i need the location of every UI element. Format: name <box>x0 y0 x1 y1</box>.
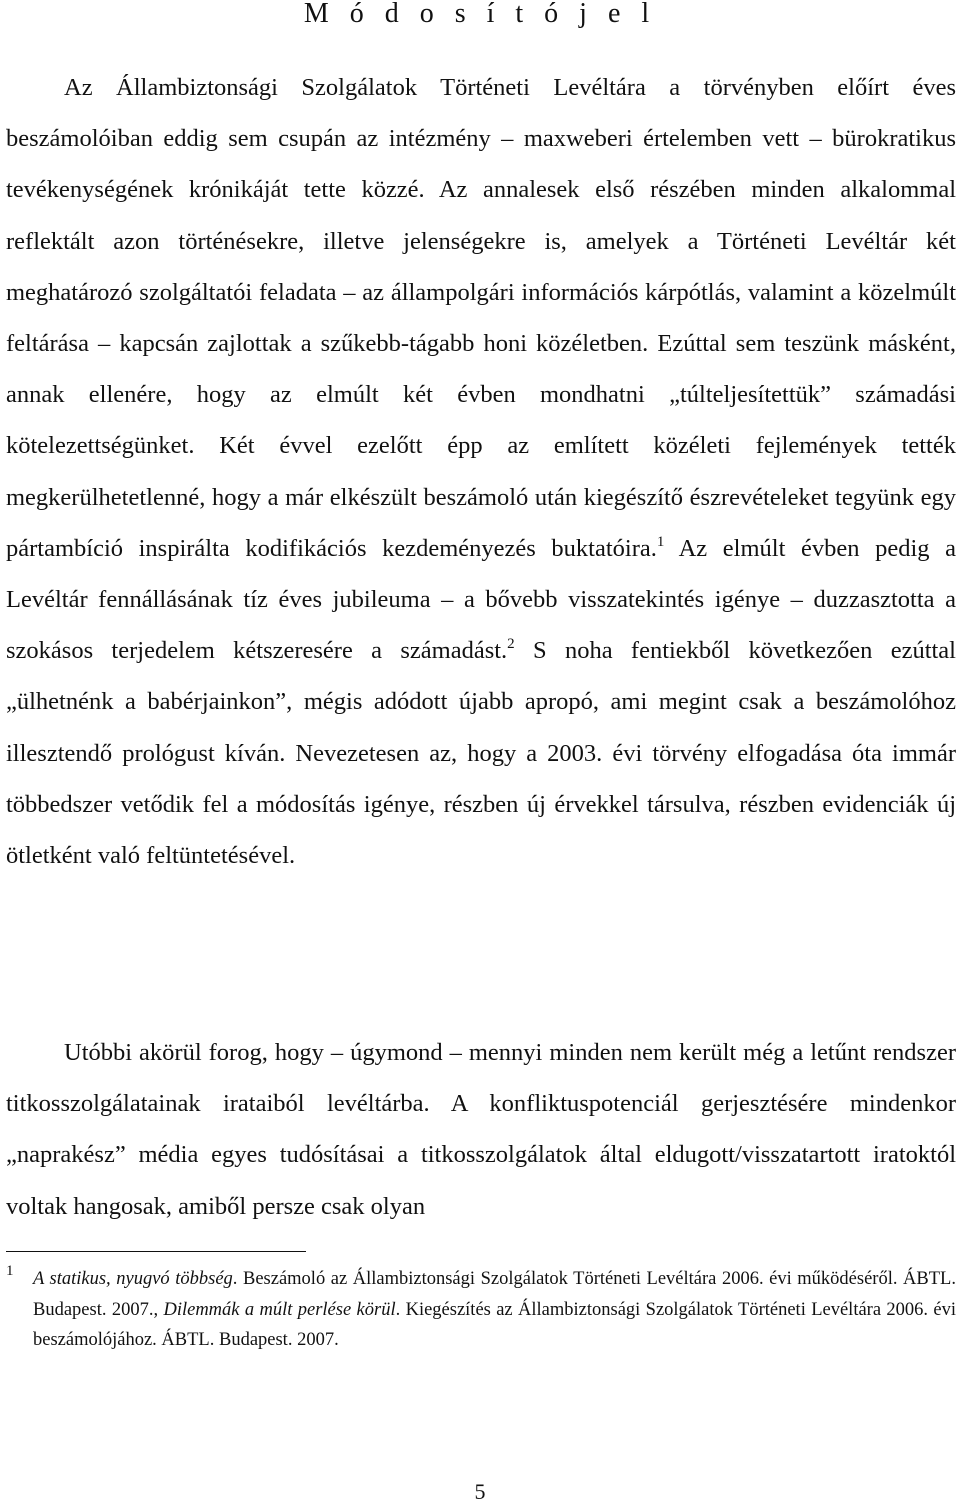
footnote-ref-1[interactable]: 1 <box>656 533 665 550</box>
footnote-title-1: A statikus, nyugvó többség <box>33 1269 233 1289</box>
page-title: M ó d o s í t ó j e l <box>303 0 657 29</box>
body-paragraph-2 <box>6 1027 956 1232</box>
footnotes <box>6 1264 956 1356</box>
footnote-number: 1 <box>6 1263 14 1279</box>
body-paragraph-1 <box>6 62 956 881</box>
footnote-text-2: . Kiegészítés az Állambiztonsági Szolgálatok Történeti Levéltára 2006. évi beszámolójához. ÁBTL. Budapest. 2007. <box>33 1299 956 1351</box>
paragraph-segment-2: Az elmúlt évben pedig a Levéltár fennállásának tíz éves jubileuma – a bővebb visszatekintés igénye – duzzasztotta a szokásos terjedelem kétszeresére a számadást. <box>6 534 956 665</box>
footnote-text-1: . Beszámoló az Állambiztonsági Szolgálatok Történeti Levéltára 2006. évi működéséről. ÁBTL. Budapest. 2007., <box>33 1269 956 1320</box>
page-number: 5 <box>474 1479 486 1504</box>
footnote-separator <box>6 1251 306 1252</box>
footnote-ref-2[interactable]: 2 <box>507 636 515 653</box>
paragraph-segment-3: S noha fentiekből következően ezúttal „ülhetnénk a babérjainkon”, mégis adódott újabb apropó, ami megint csak a beszámolóhoz illesztendő prológust kíván. Nevezetesen az, hogy a 2003. évi törvény elfogadása óta immár többedszer vetődik fel a módosítás igénye, részben új érvekkel társulva, részben evidenciák új ötletként való feltüntetésével. <box>6 637 956 870</box>
footnote-1 <box>6 1264 956 1356</box>
paragraph-text <box>6 62 956 881</box>
footnote-title-2: Dilemmák a múlt perlése körül <box>163 1299 396 1320</box>
paragraph-text: Utóbbi akörül forog, hogy – úgymond – mennyi minden nem került még a letűnt rendszer titkosszolgálatainak irataiból levéltárba. A konfliktuspotenciál gerjesztésére mindenkor „naprakész” média egyes tudósításai a titkosszolgálatok által eldugott/visszatartott iratoktól voltak hangosak, amiből persze csak olyan <box>6 1039 956 1220</box>
paragraph-segment-1: Az Állambiztonsági Szolgálatok Történeti Levéltára a törvényben előírt éves beszámolóiban eddig sem csupán az intézmény – maxweberi értelemben vett – bürokratikus tevékenységének krónikáját tette közzé. Az annalesek első részében minden alkalommal reflektált azon történésekre, illetve jelenségekre is, amelyek a Történeti Levéltár két meghatározó szolgáltatói feladata – az állampolgári információs kárpótlás, valamint a közelmúlt feltárása – kapcsán zajlottak a szűkebb-tágabb honi közéletben. Ezúttal sem teszünk másként, annak ellenére, hogy az elmúlt két évben mondhatni „túlteljesítettük” számadási kötelezettségünket. Két évvel ezelőtt épp az említett közéleti fejlemények tették megkerülhetetlenné, hogy a már elkészült beszámoló után kiegészítő észrevételeket tegyünk egy pártambíció inspirálta kodifikációs kezdeményezés buktatóira. <box>6 74 956 562</box>
